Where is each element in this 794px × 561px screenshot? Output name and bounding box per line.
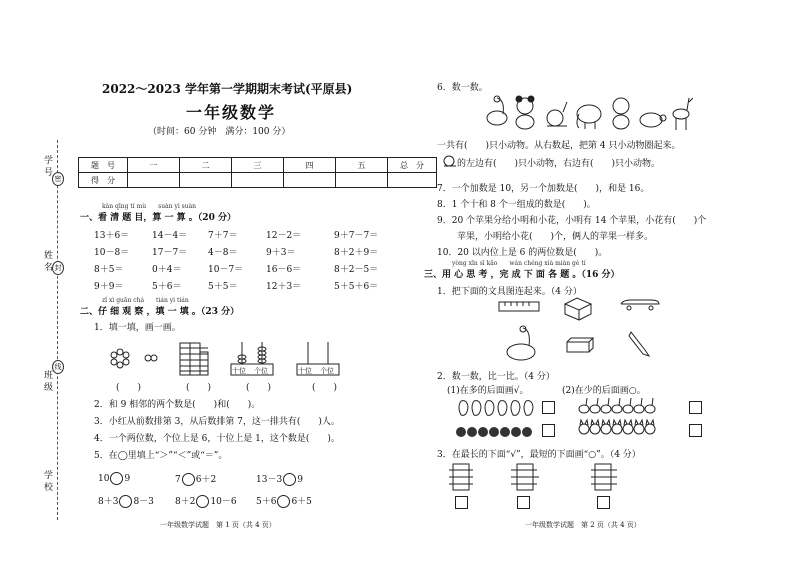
rope-compare: [445, 460, 645, 492]
pencil-sharpener-icon: [565, 298, 591, 320]
compare-left: 10: [98, 474, 110, 484]
score-cell[interactable]: [180, 173, 232, 188]
compare-left: 7: [175, 475, 181, 485]
compare-item: [175, 494, 237, 508]
elephant-icon: [577, 105, 601, 129]
calc-problem: 14－4＝: [152, 231, 188, 241]
score-cell[interactable]: [388, 173, 437, 188]
q6-title: 6．数一数。: [437, 83, 488, 93]
name-label: 姓 名: [42, 250, 52, 271]
calc-problem: 0＋4＝: [152, 265, 182, 275]
s2-q2: 2．和 9 相邻的两个数是( )和( )。: [94, 400, 261, 410]
goose-icon: [645, 398, 655, 413]
tomato-icon: [456, 427, 466, 437]
score-header: 四: [284, 158, 336, 173]
place-ones-label: 个位: [254, 367, 268, 375]
seal-mi: 密: [52, 172, 64, 186]
calc-problem: 8＋2－5＝: [334, 265, 379, 275]
s2-title: 二、仔 细 观 察 ，填 一 填 。（23 分）: [80, 307, 240, 317]
compare-item: [98, 494, 154, 508]
eraser-icon: [567, 338, 593, 352]
pepper-icon: [472, 401, 481, 416]
score-header: 一: [128, 158, 180, 173]
exam-meta: （时间：60 分钟 满分：100 分）: [148, 127, 291, 137]
cat-icon: [645, 420, 655, 434]
footer-left: 一年级数学试题 第 1 页（共 4 页）: [160, 521, 276, 529]
s3-q2: 2．数一数，比一比。（4 分）: [437, 372, 555, 382]
calc-problem: 5＋5＝: [208, 282, 238, 292]
tomato-icon: [500, 427, 510, 437]
compare-right: 6＋2: [195, 475, 217, 485]
goose-icon: [623, 398, 633, 413]
calc-problem: 12＋3＝: [266, 282, 302, 292]
q6-line2: 的左边有( )只小动物，右边有( )只小动物。: [457, 159, 661, 169]
goose-icon: [579, 398, 589, 413]
compare-circle[interactable]: [182, 473, 195, 486]
calc-problem: 10－7＝: [208, 265, 244, 275]
compare-item: [256, 472, 303, 486]
place-tens-label: 十位: [232, 367, 246, 375]
calc-problem: 17－7＝: [152, 248, 188, 258]
exam-title: 2022～2023 学年第一学期期末考试(平原县): [102, 82, 353, 96]
s1-pinyin: kàn qīng tí mù suàn yi suàn: [102, 203, 197, 210]
compare-circle[interactable]: [283, 473, 296, 486]
compare-circle[interactable]: [110, 472, 123, 485]
spool-long-icon: [591, 464, 617, 490]
animal-rows: [578, 395, 668, 441]
calc-problem: 13＋6＝: [94, 231, 130, 241]
compare-left: 13－3: [256, 475, 283, 485]
calc-problem: 4－8＝: [208, 248, 238, 258]
answer-box[interactable]: [455, 496, 468, 509]
q9-line1: 9．20 个苹果分给小明和小花，小明有 14 个苹果，小花有( )个: [437, 216, 707, 226]
footer-right: 一年级数学试题 第 2 页（共 4 页）: [525, 521, 641, 529]
compare-right: 6＋5: [291, 497, 312, 507]
binding-strip: [0, 0, 70, 561]
score-cell[interactable]: [232, 173, 284, 188]
compare-left: 8＋3: [98, 497, 119, 507]
answer-box[interactable]: [689, 401, 702, 414]
compare-right: 9: [124, 474, 131, 484]
snail-icon: [547, 102, 567, 126]
answer-box[interactable]: [542, 401, 555, 414]
s2-q5: 5．在◯里填上“＞”“＜”或“＝”。: [94, 451, 228, 461]
calc-problem: 8＋2＋9＝: [334, 248, 379, 258]
circle-ring-icon: [111, 349, 157, 368]
school-label: 学 校: [42, 470, 52, 491]
goose-icon: [487, 96, 507, 125]
place-tens-label: 十位: [298, 367, 312, 375]
cat-icon: [623, 420, 633, 434]
animal-row: [483, 92, 693, 132]
s2-q4: 4．一个两位数，个位上是 6，十位上是 1，这个数是( )。: [94, 434, 340, 444]
compare-circle[interactable]: [119, 495, 132, 508]
q7: 7．一个加数是 10，另一个加数是( )，和是 16。: [437, 184, 650, 194]
goose-icon: [634, 398, 644, 413]
compare-right: 10－6: [210, 497, 237, 507]
spool-short-icon: [449, 464, 473, 490]
q10: 10．20 以内位上是 6 的两位数是( )。: [437, 248, 608, 258]
calc-problem: 12－2＝: [266, 231, 302, 241]
s3-pinyin: yòng xīn sī kǎo wán chéng xià miàn gè tí: [452, 260, 586, 267]
calc-problem: 5＋5＋6＝: [334, 282, 379, 292]
calc-problem: 9＋7－7＝: [334, 231, 379, 241]
compare-circle[interactable]: [196, 495, 209, 508]
s3-q2b: (2)在少的后面画○。: [562, 386, 646, 396]
tomato-icon: [467, 427, 477, 437]
s3-q3: 3．在最长的下面“√”，最短的下面画“○”。（4 分）: [437, 450, 641, 460]
compare-right: 8－3: [133, 497, 154, 507]
cat-icon: [612, 420, 622, 434]
pepper-icon: [485, 401, 494, 416]
q9-line2: 苹果，小明给小花( )个，俩人的苹果一样多。: [457, 232, 654, 242]
pepper-icon: [459, 401, 468, 416]
calc-problem: 10－8＝: [94, 248, 130, 258]
score-header: 二: [180, 158, 232, 173]
answer-paren[interactable]: ( ): [312, 383, 338, 393]
counting-pictures: [100, 340, 350, 378]
goose-row: [579, 398, 655, 413]
s2-q1: 1．填一填，画一画。: [94, 323, 181, 333]
goose-icon: [601, 398, 611, 413]
place-ones-label: 个位: [320, 367, 334, 375]
counting-blocks-icon: [180, 343, 208, 375]
monkey-icon: [613, 98, 629, 129]
stationery-match: [495, 296, 665, 364]
skateboard-icon: [621, 300, 659, 310]
pepper-icon: [511, 401, 520, 416]
subject-title: 一年级数学: [186, 103, 277, 122]
calc-problem: 9＋9＝: [94, 282, 124, 292]
snail-small-icon: [441, 151, 457, 167]
compare-item: [256, 494, 312, 508]
score-row-label: 得 分: [79, 173, 128, 188]
s2-q3: 3．小红从前数排第 3，从后数排第 7，这一排共有( )人。: [94, 417, 340, 427]
cat-icon: [579, 420, 589, 434]
score-header: 总 分: [388, 158, 437, 173]
seal-feng: 封: [52, 261, 64, 275]
score-cell[interactable]: [284, 173, 336, 188]
answer-paren[interactable]: ( ): [186, 383, 212, 393]
pepper-row: [459, 401, 533, 416]
answer-box[interactable]: [597, 496, 610, 509]
fruit-rows: [455, 397, 545, 441]
goose-icon: [590, 398, 600, 413]
answer-box[interactable]: [542, 424, 555, 437]
tomato-icon: [489, 427, 499, 437]
turtle-icon: [640, 113, 666, 127]
s2-pinyin: zǐ xì guān chá tián yi tián: [102, 297, 189, 304]
goose-icon: [612, 398, 622, 413]
tomato-icon: [522, 427, 532, 437]
score-cell[interactable]: [336, 173, 388, 188]
pepper-icon: [498, 401, 507, 416]
calc-problem: 9＋3＝: [266, 248, 296, 258]
score-table: [78, 157, 437, 188]
seal-xian: 线: [52, 360, 64, 374]
s3-title: 三、用 心 思 考 ，完 成 下 面 各 题 。（16 分）: [424, 270, 620, 280]
answer-paren[interactable]: ( ): [116, 383, 142, 393]
compare-left: 8＋2: [175, 497, 196, 507]
pencil-icon: [629, 332, 649, 356]
deer-icon: [673, 98, 693, 130]
calc-problem: 7＋7＝: [208, 231, 238, 241]
answer-box[interactable]: [517, 496, 530, 509]
goose-toy-icon: [507, 326, 535, 360]
score-header: 三: [232, 158, 284, 173]
q6-line1: 一共有( )只小动物。从右数起，把第 4 只小动物圈起来。: [437, 141, 681, 151]
ruler-icon: [499, 302, 539, 311]
tomato-icon: [511, 427, 521, 437]
compare-item: [98, 472, 130, 485]
tomato-icon: [478, 427, 488, 437]
cat-icon: [590, 420, 600, 434]
spool-mid-icon: [511, 464, 539, 490]
cat-icon: [634, 420, 644, 434]
class-label: 班 级: [42, 370, 52, 391]
compare-circle[interactable]: [277, 495, 290, 508]
score-cell[interactable]: [128, 173, 180, 188]
calc-problem: 5＋6＝: [152, 282, 182, 292]
score-header: 题 号: [79, 158, 128, 173]
answer-box[interactable]: [689, 424, 702, 437]
cat-row: [579, 420, 655, 434]
student-id-label: 学 号: [42, 155, 52, 176]
compare-item: [175, 472, 216, 486]
compare-left: 5＋6: [256, 497, 277, 507]
binding-line: [57, 140, 58, 520]
s3-q1: 1．把下面的文具图连起来。（4 分）: [437, 287, 582, 297]
answer-paren[interactable]: ( ): [246, 383, 272, 393]
panda-icon: [516, 96, 534, 129]
compare-right: 9: [297, 475, 303, 485]
tomato-row: [456, 427, 532, 437]
cat-icon: [601, 420, 611, 434]
calc-problem: 8＋5＝: [94, 265, 124, 275]
score-header: 五: [336, 158, 388, 173]
s3-q2a: (1)在多的后面画√。: [447, 386, 529, 396]
calc-problem: 16－6＝: [266, 265, 302, 275]
s1-title: 一、看 清 题 目，算 一 算 。（20 分）: [80, 213, 236, 223]
q8: 8．1 个十和 8 个一组成的数是( )。: [437, 200, 596, 210]
pepper-icon: [524, 401, 533, 416]
